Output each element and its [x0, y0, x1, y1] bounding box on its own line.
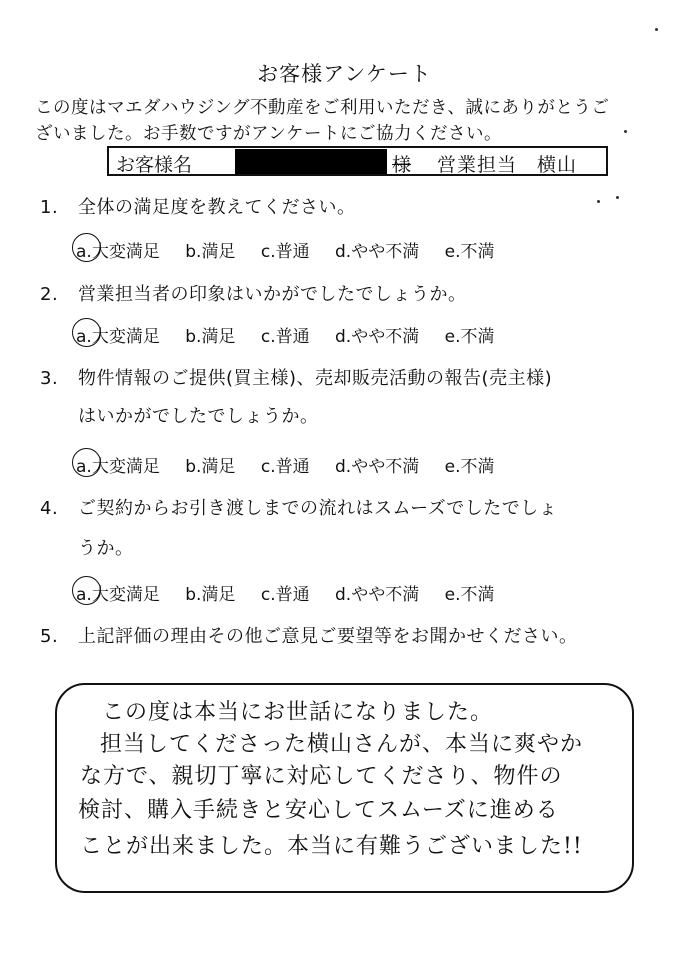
- option-b[interactable]: b.満足: [185, 457, 236, 477]
- option-d[interactable]: d.やや不満: [335, 585, 420, 605]
- question-2: [40, 280, 467, 306]
- intro-line-2: ざいました。お手数ですがアンケートにご協力ください。: [35, 124, 502, 144]
- question-number: 1.: [40, 197, 59, 218]
- comment-line-3: な方で、親切丁寧に対応してくださり、物件の: [80, 764, 563, 789]
- question-text: 営業担当者の印象はいかがでしたでしょうか。: [78, 284, 467, 305]
- question-5: [40, 622, 578, 648]
- question-text: 全体の満足度を教えてください。: [78, 197, 356, 218]
- question-3-cont: はいかがでしたでしょうか。: [78, 406, 319, 427]
- question-3: [40, 364, 552, 390]
- option-d[interactable]: d.やや不満: [335, 327, 420, 347]
- option-d[interactable]: d.やや不満: [335, 242, 420, 262]
- option-b[interactable]: b.満足: [185, 585, 236, 605]
- scan-speck: [597, 200, 600, 203]
- question-text: 上記評価の理由その他ご意見ご要望等をお聞かせください。: [78, 626, 578, 647]
- scan-speck: [616, 196, 619, 199]
- scan-speck: [655, 28, 658, 31]
- option-a-selected[interactable]: a.大変満足: [76, 322, 160, 347]
- option-c[interactable]: c.普通: [260, 327, 310, 347]
- intro-line-1: この度はマエダハウジング不動産をご利用いただき、誠にありがとうご: [35, 98, 610, 118]
- question-text: ご契約からお引き渡しまでの流れはスムーズでしたでしょ: [78, 498, 558, 519]
- option-e[interactable]: e.不満: [444, 457, 495, 477]
- question-4-cont: うか。: [78, 538, 134, 559]
- answer-options-4: [76, 580, 515, 605]
- option-e[interactable]: e.不満: [444, 242, 495, 262]
- option-d[interactable]: d.やや不満: [335, 457, 420, 477]
- question-text: 物件情報のご提供(買主様)、売却販売活動の報告(売主様): [78, 368, 553, 389]
- option-c[interactable]: c.普通: [260, 585, 310, 605]
- question-4: [40, 494, 557, 520]
- option-e[interactable]: e.不満: [444, 327, 495, 347]
- answer-options-2: [76, 322, 515, 347]
- option-a-selected[interactable]: a.大変満足: [76, 452, 160, 477]
- comment-line-4: 検討、購入手続きと安心してスムーズに進める: [78, 798, 559, 823]
- question-number: 4.: [40, 498, 59, 519]
- redacted-customer-name: [235, 149, 387, 174]
- answer-options-1: [76, 237, 515, 262]
- question-1: [40, 193, 356, 219]
- honorific-struck: 様: [392, 154, 412, 176]
- option-b[interactable]: b.満足: [185, 242, 236, 262]
- option-c[interactable]: c.普通: [260, 242, 310, 262]
- option-a-selected[interactable]: a.大変満足: [76, 580, 160, 605]
- comment-line-2: 担当してくださった横山さんが、本当に爽やか: [100, 732, 584, 757]
- option-a-selected[interactable]: a.大変満足: [76, 237, 160, 262]
- page-title: お客様アンケート: [257, 62, 432, 86]
- comment-line-1: この度は本当にお世話になりました。: [102, 700, 494, 725]
- customer-name-box: [107, 146, 608, 176]
- comment-line-5: ことが出来ました。本当に有難うございました!!: [80, 834, 583, 859]
- answer-options-3: [76, 452, 515, 477]
- question-number: 3.: [40, 368, 59, 389]
- customer-name-label: お客様名: [116, 154, 193, 176]
- sales-staff-label: 営業担当 横山: [437, 154, 578, 176]
- option-c[interactable]: c.普通: [260, 457, 310, 477]
- question-number: 5.: [40, 626, 59, 647]
- option-b[interactable]: b.満足: [185, 327, 236, 347]
- scan-speck: [624, 130, 627, 133]
- question-number: 2.: [40, 284, 59, 305]
- option-e[interactable]: e.不満: [444, 585, 495, 605]
